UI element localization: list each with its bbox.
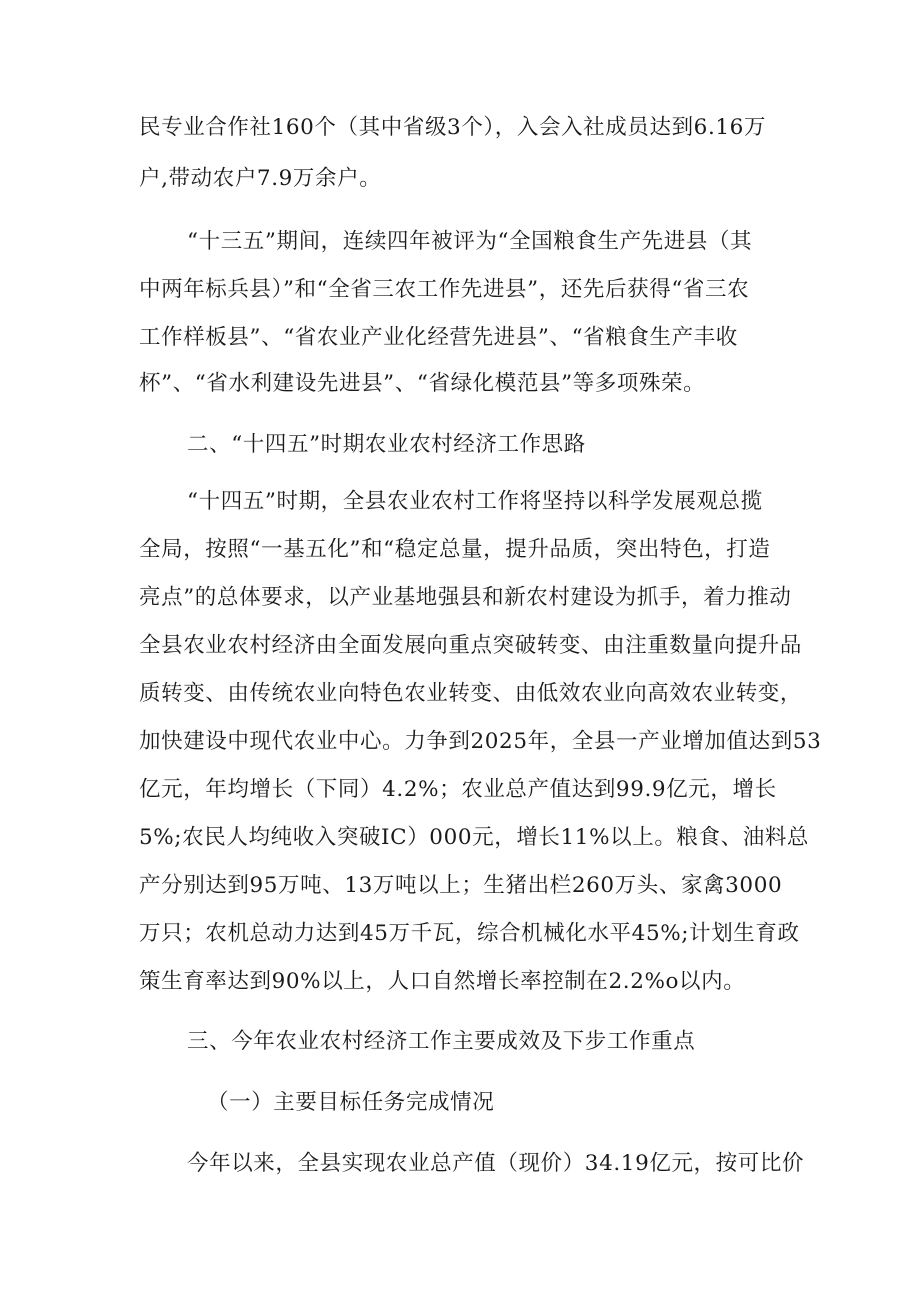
body-text-line: 质转变、由传统农业向特色农业转变、由低效农业向高效农业转变， xyxy=(139,681,803,706)
body-text-line: 亮点”的总体要求，以产业基地强县和新农村建设为抓手，着力推动 xyxy=(139,585,792,610)
body-text-line: 民专业合作社160个（其中省级3个），入会入社成员达到6.16万 xyxy=(139,115,767,140)
body-text-line: 工作样板县”、“省农业产业化经营先进县”、“省粮食生产丰收 xyxy=(139,325,738,350)
body-text-line: 产分别达到95万吨、13万吨以上；生猪出栏260万头、家禽3000 xyxy=(139,873,783,898)
body-text-line: 全县农业农村经济由全面发展向重点突破转变、由注重数量向提升品 xyxy=(139,633,803,658)
body-text-line: 5%;农民人均纯收入突破IC）000元，增长11%以上。粮食、油料总 xyxy=(139,825,810,850)
section-heading: 二、“十四五”时期农业农村经济工作思路 xyxy=(187,432,586,457)
body-text-line: 户,带动农户7.9万余户。 xyxy=(139,166,382,191)
subsection-heading: （一）主要目标任务完成情况 xyxy=(207,1090,495,1115)
body-text-line: 亿元，年均增长（下同）4.2%；农业总产值达到99.9亿元，增长 xyxy=(139,777,777,802)
body-text-line: 加快建设中现代农业中心。力争到2025年，全县一产业增加值达到53 xyxy=(139,729,822,754)
body-text-line: 杯”、“省水利建设先进县”、“省绿化模范县”等多项殊荣。 xyxy=(139,371,706,396)
paragraph-first-line: 今年以来，全县实现农业总产值（现价）34.19亿元，按可比价 xyxy=(187,1151,805,1176)
section-heading: 三、今年农业农村经济工作主要成效及下步工作重点 xyxy=(187,1029,696,1054)
body-text-line: 策生育率达到90%以上，人口自然增长率控制在2.2%o以内。 xyxy=(139,969,746,994)
body-text-line: 全局，按照“一基五化”和“稳定总量，提升品质，突出特色，打造 xyxy=(139,537,771,562)
paragraph-first-line: “十四五”时期，全县农业农村工作将坚持以科学发展观总揽 xyxy=(187,489,763,514)
body-text-line: 万只；农机总动力达到45万千瓦，综合机械化水平45%;计划生育政 xyxy=(139,921,800,946)
paragraph-first-line: “十三五”期间，连续四年被评为“全国粮食生产先进县（其 xyxy=(187,229,753,254)
body-text-line: 中两年标兵县）”和“全省三农工作先进县”，还先后获得“省三农 xyxy=(139,277,750,302)
